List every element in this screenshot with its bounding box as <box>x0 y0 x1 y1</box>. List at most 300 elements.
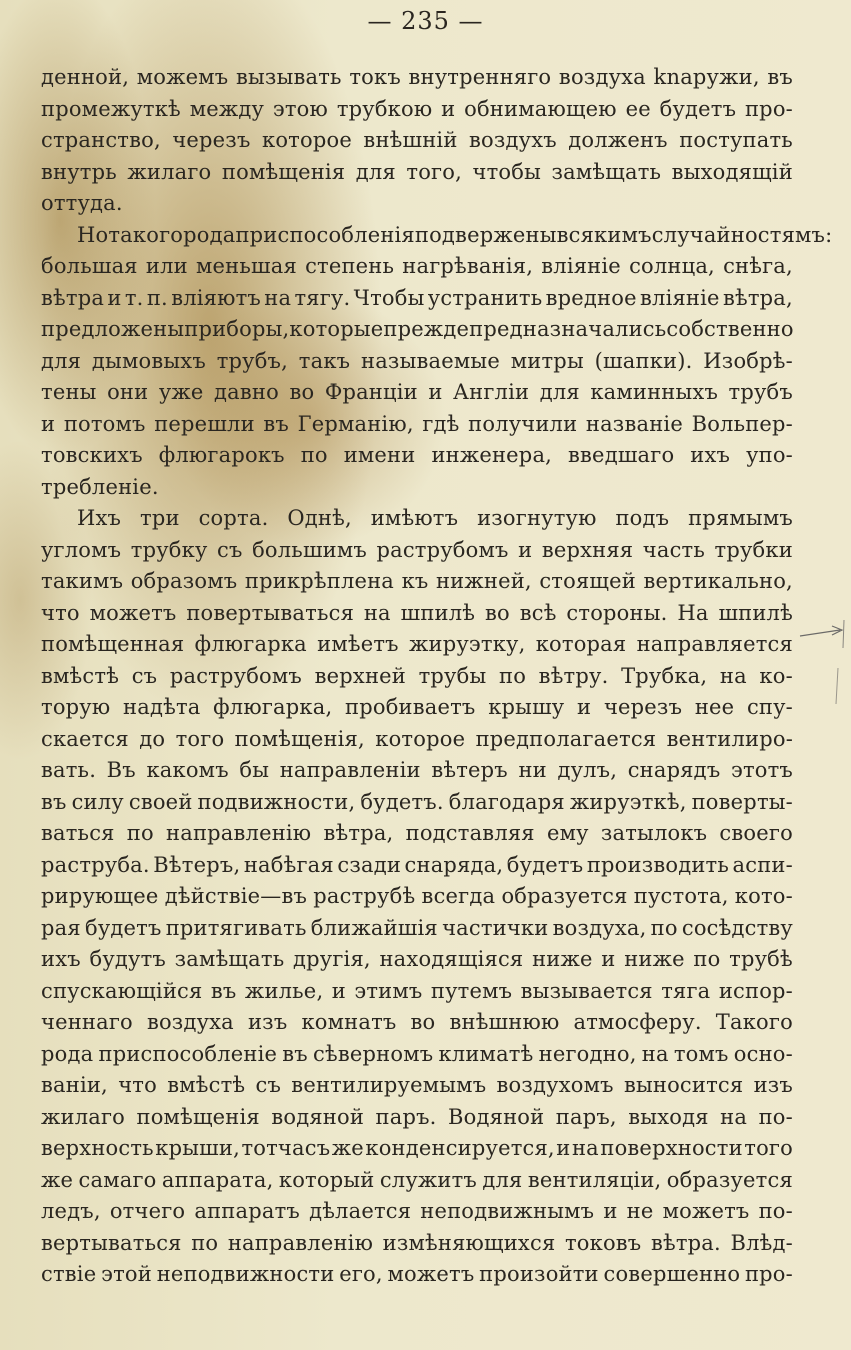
text-line <box>41 535 793 567</box>
word: Однѣ, <box>287 506 352 530</box>
word: воздуха, <box>552 915 647 940</box>
word: прежде <box>383 317 470 341</box>
word: притягивать <box>165 915 307 940</box>
text-line <box>41 661 793 693</box>
word: будетъ <box>659 96 737 121</box>
text-line <box>41 314 793 346</box>
word: всякимъ <box>556 222 652 247</box>
word: атмосферу. <box>573 1010 702 1034</box>
word: климатѣ <box>438 1041 534 1066</box>
text-line <box>41 346 793 378</box>
word: въ <box>41 789 67 814</box>
word: вредное <box>545 285 637 310</box>
word: замѣщать <box>551 159 662 184</box>
word: изъ <box>753 1073 793 1097</box>
text-line <box>41 251 793 283</box>
word: будутъ <box>89 947 166 971</box>
word: флюгарка, <box>213 695 333 719</box>
word: большая <box>41 254 138 278</box>
text-line <box>41 692 793 724</box>
word: паръ, <box>555 1104 617 1129</box>
word: инженера, <box>431 443 553 467</box>
word: жилаго <box>127 159 212 184</box>
word: имени <box>343 443 416 467</box>
word: или <box>145 254 188 278</box>
text-line <box>41 1196 793 1228</box>
word: направленію <box>166 821 312 845</box>
word: промежуткѣ <box>41 96 181 121</box>
text-line <box>41 409 793 441</box>
word: обнимающею <box>464 96 617 121</box>
word: раструба. <box>41 852 150 877</box>
word: направленію <box>227 1230 374 1255</box>
word: они <box>107 380 149 404</box>
text-line <box>41 850 793 882</box>
text-line <box>41 944 793 976</box>
word: комнатъ <box>301 1010 397 1034</box>
text-line <box>41 440 793 472</box>
word: Германію, <box>297 411 414 436</box>
word: которые <box>289 317 384 341</box>
word: внѣшній <box>363 128 458 152</box>
word: случайностямъ: <box>651 222 833 247</box>
word: затылокъ <box>600 821 708 845</box>
word: и <box>601 947 616 971</box>
word: для <box>41 348 82 373</box>
word: ниже <box>624 947 685 971</box>
word: внутрь <box>41 159 117 184</box>
word: крышу <box>488 695 565 719</box>
word: устранить <box>427 285 543 310</box>
text-line <box>41 283 793 315</box>
word: подъ <box>615 506 670 530</box>
word: большимъ <box>252 537 367 562</box>
text-line <box>41 1259 793 1291</box>
word: ствіе <box>41 1262 97 1286</box>
word: направляется <box>636 632 793 656</box>
word: помѣщенія <box>136 1104 260 1129</box>
word: тены <box>41 380 97 404</box>
word: вѣтра <box>41 285 105 310</box>
word: ченнаго <box>41 1010 133 1034</box>
word: и <box>41 411 56 436</box>
word: Чтобы <box>353 285 425 310</box>
word: ему <box>546 821 589 845</box>
word: Ихъ <box>77 506 122 530</box>
word: гдѣ <box>422 411 460 436</box>
text-line <box>41 818 793 850</box>
word: чтобы <box>472 159 541 184</box>
word: трубку <box>130 537 208 562</box>
word: можетъ <box>387 1262 475 1286</box>
word: того <box>175 726 225 751</box>
word: повертываться <box>186 600 355 625</box>
word: образомъ <box>130 569 238 593</box>
word: степень <box>305 254 395 278</box>
word: выходящій <box>671 159 793 184</box>
word: которая <box>535 632 627 656</box>
word: вѣтра, <box>722 285 793 310</box>
word: для <box>482 1167 523 1192</box>
word: этотъ <box>730 758 793 782</box>
word: и <box>441 96 456 121</box>
word: на <box>719 663 747 688</box>
word: же <box>331 1136 364 1160</box>
word: вліяютъ <box>171 285 261 310</box>
word: образуется <box>501 884 628 908</box>
word: стоящей <box>539 569 636 593</box>
word: токовъ <box>564 1230 642 1255</box>
word: товскихъ <box>41 443 143 467</box>
body-text <box>41 62 833 1291</box>
word: верхность <box>41 1136 154 1160</box>
text-line <box>41 1007 793 1039</box>
word: сосѣдству <box>681 915 793 940</box>
text-line <box>41 598 793 630</box>
word: введшаго <box>568 443 675 467</box>
word: самаго <box>78 1167 157 1192</box>
word: осно- <box>733 1041 793 1066</box>
text-line <box>41 787 793 819</box>
word: пробиваетъ <box>345 695 476 719</box>
word: помѣщенія, <box>234 726 365 751</box>
word: спу- <box>746 695 793 719</box>
word: и <box>428 380 443 404</box>
word: во <box>410 1010 436 1034</box>
word: шпилѣ <box>718 600 793 625</box>
word: внѣшнюю <box>449 1010 560 1034</box>
word: тотчасъ <box>241 1136 331 1160</box>
word: для <box>539 380 580 404</box>
word: подставляя <box>405 821 535 845</box>
word: жилаго <box>41 1104 126 1129</box>
word: можетъ <box>662 1199 750 1223</box>
word: снарядъ <box>627 758 721 782</box>
word: раструбомъ <box>169 663 302 688</box>
word: трубъ <box>728 380 793 404</box>
word: конденсируется, <box>365 1136 555 1160</box>
word: дымовыхъ <box>91 348 206 373</box>
word: въ <box>767 65 793 89</box>
word: аспи- <box>732 852 793 877</box>
word: по <box>300 443 328 467</box>
text-line <box>41 503 793 535</box>
word: на <box>571 1136 599 1160</box>
word: этой <box>101 1262 152 1286</box>
word: поверты- <box>691 789 793 814</box>
word: собственно <box>666 317 794 341</box>
word: съ <box>131 663 158 688</box>
word: набѣгая <box>243 852 334 877</box>
word: будетъ <box>506 852 584 877</box>
word: приспособленіе <box>98 1041 278 1066</box>
word: подвижности, <box>197 789 356 814</box>
text-line <box>41 157 793 189</box>
word: сорта. <box>198 506 269 530</box>
word: ихъ <box>41 947 81 971</box>
word: вызывать <box>235 65 342 89</box>
word: жируэткѣ, <box>569 789 687 814</box>
word: жируэтку, <box>409 632 526 656</box>
word: крыши, <box>155 1136 240 1160</box>
word: верхняя <box>541 537 634 562</box>
word: которое <box>262 128 352 152</box>
word: имѣютъ <box>370 506 459 530</box>
word: произойти <box>479 1262 599 1286</box>
word: по- <box>758 1104 793 1129</box>
word: рая <box>41 915 81 940</box>
text-line <box>41 1102 793 1134</box>
word: п. <box>146 285 168 310</box>
word: сзади <box>337 852 402 877</box>
word: этою <box>272 96 329 121</box>
word: трубъ, <box>216 348 288 373</box>
word: въ <box>282 1041 308 1066</box>
text-line <box>41 472 793 504</box>
word: до <box>139 726 166 751</box>
word: каминныхъ <box>590 380 718 404</box>
word: ниже <box>532 947 593 971</box>
word: флюгарка <box>194 632 307 656</box>
word: рода <box>41 1041 94 1066</box>
word: рода <box>183 222 236 247</box>
word: на <box>720 1104 748 1129</box>
text-line <box>41 724 793 756</box>
word: часть <box>642 537 705 562</box>
word: въ <box>263 411 289 436</box>
word: другія, <box>293 947 371 971</box>
word: вмѣстѣ <box>167 1073 246 1097</box>
word: всегда <box>421 884 496 908</box>
word: флюгарокъ <box>158 443 285 467</box>
word: долженъ <box>568 128 668 152</box>
word: Франціи <box>324 380 418 404</box>
word: т. <box>124 285 144 310</box>
word: получили <box>468 411 578 436</box>
word: прикрѣплена <box>244 569 395 593</box>
word: воздуха <box>558 65 646 89</box>
word: и <box>603 1199 618 1223</box>
word: называемые <box>361 348 500 373</box>
text-line <box>41 62 793 94</box>
word: томъ <box>673 1041 729 1066</box>
word: Въ <box>106 758 136 782</box>
word: такъ <box>298 348 351 373</box>
word: угломъ <box>41 537 122 562</box>
word: потомъ <box>63 411 146 436</box>
word: такого <box>108 222 184 247</box>
word: раструбѣ <box>313 884 416 908</box>
word: по <box>693 947 721 971</box>
word: трубѣ <box>729 947 793 971</box>
word: тягу. <box>294 285 351 310</box>
text-line <box>41 1228 793 1260</box>
word: knаружи, <box>653 65 760 89</box>
word: своего <box>719 821 793 845</box>
word: требленіе. <box>41 474 159 499</box>
word: неподвижности <box>156 1262 335 1286</box>
word: внутренняго <box>408 65 552 89</box>
word: образуется <box>666 1167 793 1192</box>
word: благодаря <box>448 789 565 814</box>
word: бы <box>239 758 270 782</box>
word: торую <box>41 695 111 719</box>
word: сѣверномъ <box>313 1041 434 1066</box>
word: такимъ <box>41 569 124 593</box>
word: шпилѣ <box>400 600 476 625</box>
word: и <box>577 695 592 719</box>
word: Влѣд- <box>730 1230 793 1255</box>
word: во <box>485 600 510 625</box>
margin-pencil-mark <box>796 618 846 708</box>
text-line <box>41 629 793 661</box>
page-number: — 235 — <box>367 7 484 35</box>
word: что <box>118 1073 157 1097</box>
word: производить <box>586 852 730 877</box>
word: снаряда, <box>404 852 504 877</box>
word: и <box>518 537 533 562</box>
text-line <box>41 566 793 598</box>
word: путемъ <box>430 978 513 1003</box>
word: упо- <box>746 443 793 467</box>
word: совершенно <box>603 1262 741 1286</box>
word: про- <box>744 96 793 121</box>
word: помѣщенія <box>221 159 346 184</box>
word: негодно, <box>538 1041 637 1066</box>
word: неподвижнымъ <box>420 1199 595 1223</box>
word: приспособленія <box>235 222 415 247</box>
word: вентилиро- <box>666 726 793 751</box>
word: приборы, <box>184 317 290 341</box>
text-line <box>41 976 793 1008</box>
word: изогнутую <box>477 506 597 530</box>
word: частички <box>442 915 549 940</box>
word: ваніи, <box>41 1073 108 1097</box>
word: между <box>189 96 265 121</box>
word: нижней, <box>435 569 532 593</box>
word: ближайшія <box>310 915 438 940</box>
word: паръ. <box>375 1104 437 1129</box>
word: служитъ <box>379 1167 477 1192</box>
word: будетъ. <box>360 789 444 814</box>
word: дѣлается <box>309 1199 412 1223</box>
word: вызывается <box>520 978 653 1003</box>
word: можетъ <box>89 600 177 625</box>
word: аппаратъ <box>194 1199 300 1223</box>
word: можемъ <box>136 65 229 89</box>
word: вертываться <box>41 1230 182 1255</box>
word: кото- <box>734 884 793 908</box>
word: аппарата, <box>161 1167 274 1192</box>
word: дѣйствіе—въ <box>164 884 308 908</box>
word: вентилируемымъ <box>291 1073 487 1097</box>
word: замѣщать <box>174 947 285 971</box>
word: спускающійся <box>41 978 203 1003</box>
word: и <box>556 1136 571 1160</box>
word: ваться <box>41 821 115 845</box>
text-line <box>41 220 833 252</box>
word: имѣетъ <box>317 632 399 656</box>
word: (шапки). <box>594 348 693 373</box>
text-line <box>41 1070 793 1102</box>
word: меньшая <box>196 254 297 278</box>
word: вать. <box>41 758 97 782</box>
word: къ <box>401 569 429 593</box>
word: и <box>107 285 122 310</box>
word: по <box>191 1230 219 1255</box>
word: поверхности <box>600 1136 743 1160</box>
word: скается <box>41 726 129 751</box>
word: уже <box>158 380 204 404</box>
word: направленіи <box>279 758 421 782</box>
word: отчего <box>109 1199 186 1223</box>
word: для <box>355 159 396 184</box>
text-line <box>41 881 793 913</box>
word: прямымъ <box>688 506 793 530</box>
word: Вольпер- <box>691 411 793 436</box>
word: тяга <box>661 978 711 1003</box>
word: силу <box>71 789 124 814</box>
word: во <box>289 380 315 404</box>
word: съ <box>217 537 243 562</box>
word: предложены <box>41 317 185 341</box>
word: будетъ <box>84 915 162 940</box>
text-line <box>41 1133 793 1165</box>
word: три <box>140 506 180 530</box>
word: того, <box>406 159 462 184</box>
word: токъ <box>349 65 401 89</box>
word: вѣтеръ <box>431 758 508 782</box>
word: нее <box>694 695 735 719</box>
word: Вѣтеръ, <box>153 852 241 877</box>
word: какомъ <box>146 758 229 782</box>
word: стороны. <box>566 600 668 625</box>
word: трубы <box>418 663 487 688</box>
word: въ <box>210 978 237 1003</box>
word: водяной <box>271 1104 365 1129</box>
word: вліяніе <box>541 254 621 278</box>
word: давно <box>214 380 279 404</box>
text-line <box>41 913 793 945</box>
word: вѣтра. <box>650 1230 721 1255</box>
word: пустота, <box>633 884 729 908</box>
word: вліяніе <box>640 285 720 310</box>
text-line <box>41 755 793 787</box>
word: перешли <box>154 411 255 436</box>
word: ко- <box>759 663 793 688</box>
word: его, <box>339 1262 383 1286</box>
word: про- <box>744 1262 793 1286</box>
word: вѣтра, <box>323 821 394 845</box>
word: оттуда. <box>41 191 123 215</box>
word: не <box>626 1199 654 1223</box>
word: испор- <box>718 978 793 1003</box>
word: Англіи <box>453 380 530 404</box>
word: воздухъ <box>469 128 557 152</box>
text-line <box>41 1165 793 1197</box>
word: вѣтру. <box>538 663 609 688</box>
word: Такого <box>715 1010 793 1034</box>
word: нагрѣванія, <box>402 254 534 278</box>
word: Водяной <box>448 1104 545 1129</box>
word: по <box>126 821 154 845</box>
word: вмѣстѣ <box>41 663 120 688</box>
word: ледъ, <box>41 1199 101 1223</box>
word: поступать <box>679 128 793 152</box>
word: верхней <box>314 663 406 688</box>
word: выносится <box>623 1073 744 1097</box>
word: Изобрѣ- <box>703 348 793 373</box>
